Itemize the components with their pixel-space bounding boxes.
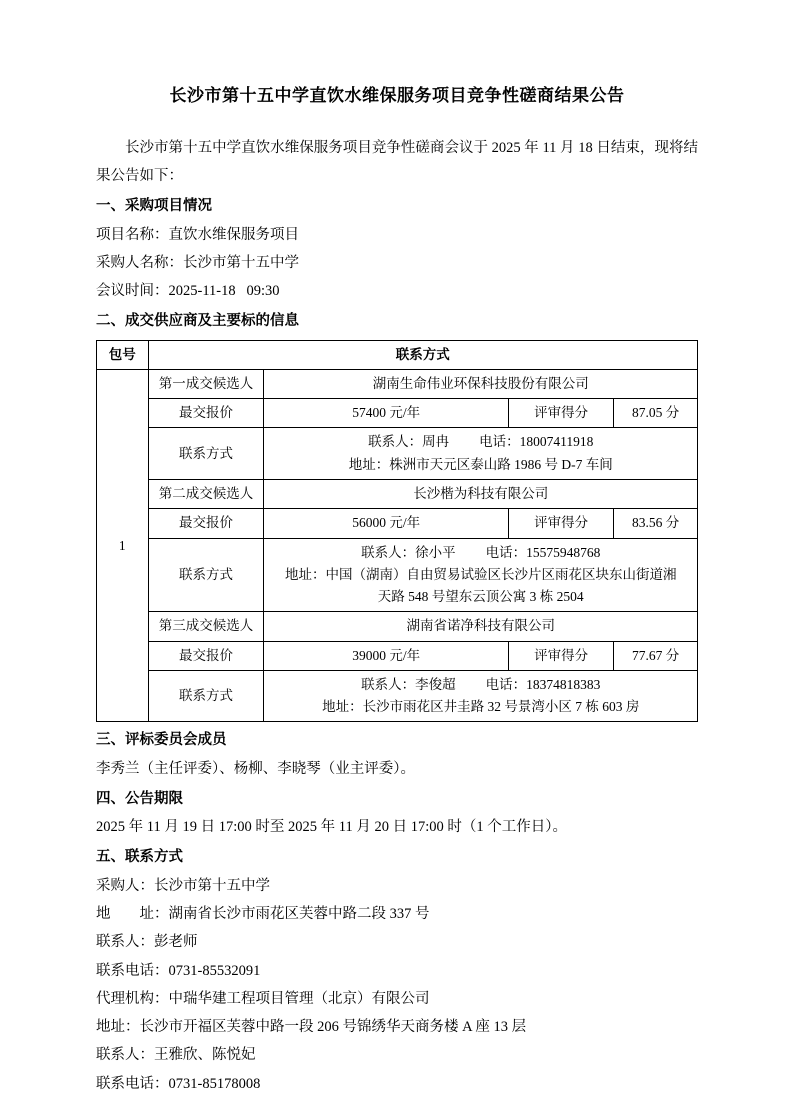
address-value-1: 株洲市天元区泰山路 1986 号 D-7 车间 — [389, 456, 613, 472]
address-value-2: 中国（湖南）自由贸易试验区长沙片区雨花区块东山街道湘 — [325, 566, 677, 582]
table-row — [97, 670, 698, 722]
rank-label-3: 第三成交候选人 — [148, 612, 264, 641]
address-line-1 — [268, 454, 693, 476]
purchaser-line: 采购人：长沙市第十五中学 — [96, 877, 270, 894]
phone-value-3: 18374818383 — [526, 676, 601, 692]
candidate-table — [96, 340, 698, 723]
table-row — [97, 612, 698, 641]
page-title: 长沙市第十五中学直饮水维保服务项目竞争性磋商结果公告 — [169, 86, 625, 105]
meeting-time-line: 会议时间：2025-11-18 09:30 — [96, 283, 280, 300]
price-value-3: 39000 元/年 — [264, 641, 509, 670]
contact-detail-3 — [264, 670, 698, 722]
address-line-3 — [268, 696, 693, 718]
section-heading-period: 四、公告期限 — [96, 790, 183, 807]
contact-label-3: 联系方式 — [148, 670, 264, 722]
supplier-name-3: 湖南省诺净科技有限公司 — [264, 612, 698, 641]
address-line-2 — [268, 564, 693, 586]
contact-label-1: 联系方式 — [148, 428, 264, 480]
phone-label-3: 电话： — [485, 676, 527, 692]
contact-person-line-2 — [268, 542, 693, 564]
table-row — [97, 509, 698, 538]
table-row — [97, 538, 698, 612]
contact-label-2: 联系方式 — [148, 538, 264, 612]
table-row — [97, 479, 698, 508]
contact-person-line-3 — [268, 674, 693, 696]
price-value-1: 57400 元/年 — [264, 399, 509, 428]
intro-paragraph: 长沙市第十五中学直饮水维保服务项目竞争性磋商会议于 2025 年 11 月 18 日结束，现将结果公告如下： — [96, 139, 698, 185]
agency-phone-line: 联系电话：0731-85178008 — [96, 1075, 261, 1092]
phone-label-1: 电话： — [479, 434, 520, 450]
phone-value-1: 18007411918 — [519, 434, 594, 450]
address-value-3: 长沙市雨花区井圭路 32 号景湾小区 7 栋 603 房 — [362, 699, 640, 715]
contact-detail-2 — [264, 538, 698, 612]
address-label-3: 地址： — [322, 699, 363, 715]
purchaser-contact-person-line: 联系人：彭老师 — [96, 934, 198, 951]
score-label-1: 评审得分 — [509, 399, 614, 428]
committee-members-line: 李秀兰（主任评委）、杨柳、李晓琴（业主评委）。 — [96, 760, 415, 777]
score-value-2: 83.56 分 — [614, 509, 698, 538]
table-row — [97, 399, 698, 428]
price-value-2: 56000 元/年 — [264, 509, 509, 538]
announcement-period-line: 2025 年 11 月 19 日 17:00 时至 2025 年 11 月 20 日 17:00 时（1 个工作日）。 — [96, 819, 567, 836]
contact-detail-1 — [264, 428, 698, 480]
phone-value-2: 15575948768 — [526, 544, 601, 560]
address-label-1: 地址： — [348, 456, 390, 472]
agency-line: 代理机构：中瑞华建工程项目管理（北京）有限公司 — [96, 990, 430, 1007]
header-contact: 联系方式 — [148, 340, 698, 369]
purchaser-name-line: 采购人名称：长沙市第十五中学 — [96, 254, 299, 271]
table-row — [97, 428, 698, 480]
section-heading-procurement: 一、采购项目情况 — [96, 198, 212, 215]
contact-person-value-2: 徐小平 — [415, 544, 456, 560]
header-package: 包号 — [97, 340, 149, 369]
address-line-2b: 天路 548 号望东云顶公寓 3 栋 2504 — [377, 589, 584, 605]
contact-person-line-1 — [268, 431, 693, 453]
score-label-2: 评审得分 — [509, 509, 614, 538]
table-row — [97, 369, 698, 398]
agency-address-line: 地址：长沙市开福区芙蓉中路一段 206 号锦绣华天商务楼 A 座 13 层 — [96, 1019, 527, 1036]
project-name-line: 项目名称：直饮水维保服务项目 — [96, 226, 299, 243]
section-heading-committee: 三、评标委员会成员 — [96, 732, 227, 749]
purchaser-phone-line: 联系电话：0731-85532091 — [96, 962, 261, 979]
price-label-3: 最交报价 — [148, 641, 264, 670]
contact-person-value-1: 周冉 — [422, 434, 450, 450]
section-heading-contact: 五、联系方式 — [96, 849, 183, 866]
score-value-1: 87.05 分 — [614, 399, 698, 428]
rank-label-2: 第二成交候选人 — [148, 479, 264, 508]
contact-person-label-2: 联系人： — [361, 544, 416, 560]
agency-contact-person-line: 联系人：王雅欣、陈悦妃 — [96, 1047, 256, 1064]
price-label-2: 最交报价 — [148, 509, 264, 538]
rank-label-1: 第一成交候选人 — [148, 369, 264, 398]
contact-person-label-3: 联系人： — [361, 676, 416, 692]
phone-label-2: 电话： — [485, 544, 527, 560]
supplier-name-1: 湖南生命伟业环保科技股份有限公司 — [264, 369, 698, 398]
table-header-row — [97, 340, 698, 369]
supplier-name-2: 长沙楷为科技有限公司 — [264, 479, 698, 508]
price-label-1: 最交报价 — [148, 399, 264, 428]
score-label-3: 评审得分 — [509, 641, 614, 670]
address-label-2: 地址： — [284, 566, 326, 582]
purchaser-address-line: 地 址：湖南省长沙市雨花区芙蓉中路二段 337 号 — [96, 905, 430, 922]
score-value-3: 77.67 分 — [614, 641, 698, 670]
contact-person-value-3: 李俊超 — [415, 676, 456, 692]
contact-person-label-1: 联系人： — [368, 434, 423, 450]
package-number-cell: 1 — [97, 369, 149, 721]
table-row — [97, 641, 698, 670]
section-heading-suppliers: 二、成交供应商及主要标的信息 — [96, 313, 299, 330]
